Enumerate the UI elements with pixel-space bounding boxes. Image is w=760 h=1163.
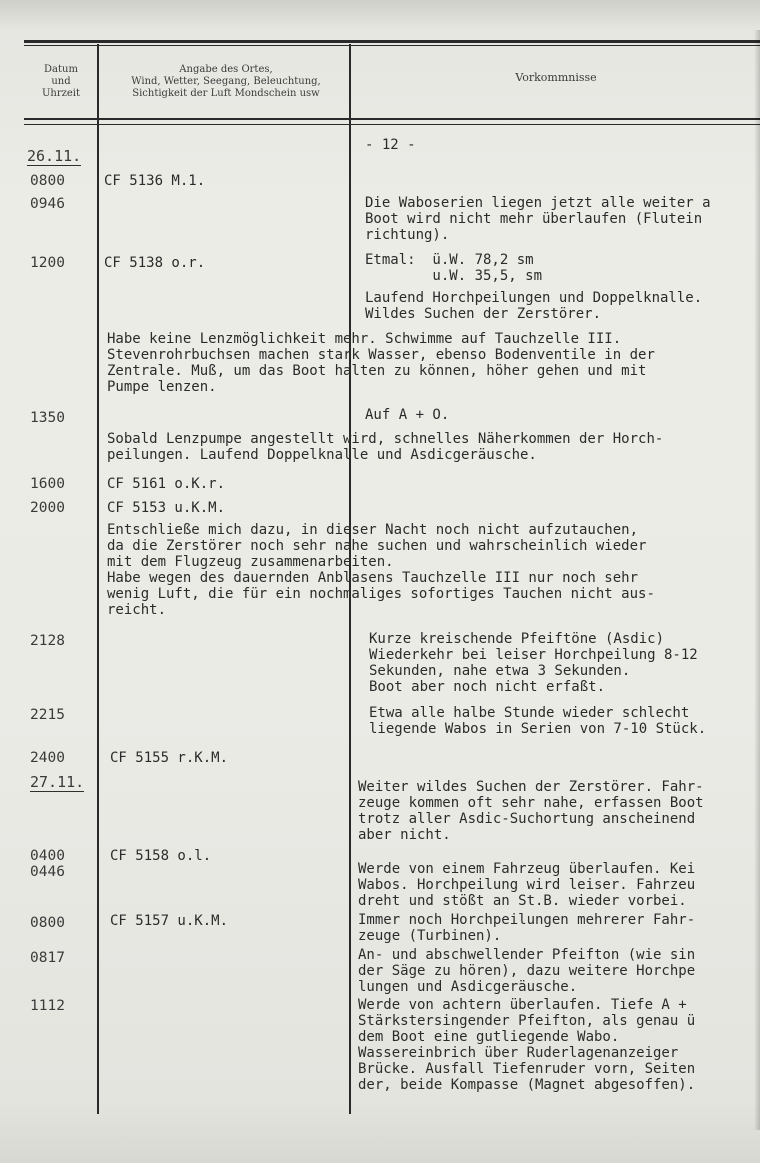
entry-wide-3: Entschließe mich dazu, in dieser Nacht noch nicht aufzutauchen, da die Zerstörer noch sehr nahe suchen und wahrscheinlich wieder mit dem Flugzeug zusammenarbeiten. Habe wegen des dauernden Anblasens Tauchzelle III nur noch sehr wenig Luft, die für ein nochmaliges sofortiges Tauchen nicht aus- reicht. <box>107 522 655 618</box>
header-col2-line3: Sichtigkeit der Luft Mondschein usw <box>132 88 320 99</box>
header-col1-line2: und <box>51 76 71 87</box>
event-1200-b: Laufend Horchpeilungen und Doppelknalle. Wildes Suchen der Zerstörer. <box>365 290 703 322</box>
time-1200: 1200 <box>30 255 65 271</box>
time-0800-b: 0800 <box>30 915 65 931</box>
event-0800-b: Immer noch Horchpeilungen mehrerer Fahr- zeuge (Turbinen). <box>358 912 696 944</box>
header-col2-line1: Angabe des Ortes, <box>179 64 273 75</box>
time-2400: 2400 <box>30 750 65 766</box>
time-0800-a: 0800 <box>30 173 65 189</box>
event-0817: An- und abschwellender Pfeifton (wie sin der Säge zu hören), dazu weitere Horchpe lungen und Asdicgeräusche. <box>358 947 696 995</box>
position-0800-a: CF 5136 M.1. <box>104 173 206 189</box>
header-date-time <box>26 64 96 100</box>
time-1350: 1350 <box>30 410 65 426</box>
position-2400: CF 5155 r.K.M. <box>110 750 229 766</box>
time-2000: 2000 <box>30 500 65 516</box>
time-1600: 1600 <box>30 476 65 492</box>
top-rule <box>24 40 760 43</box>
time-1112: 1112 <box>30 998 65 1014</box>
header-events <box>352 72 760 84</box>
entry-wide-1: Habe keine Lenzmöglichkeit mehr. Schwimme auf Tauchzelle III. Stevenrohrbuchsen machen stark Wasser, ebenso Bodenventile in der Zentrale. Muß, um das Boot halten zu können, höher gehen und mit Pumpe lenzen. <box>107 331 655 395</box>
header-rule-2 <box>24 124 760 125</box>
time-0400: 0400 <box>30 848 65 864</box>
time-0446: 0446 <box>30 864 65 880</box>
position-1600: CF 5161 o.K.r. <box>107 476 226 492</box>
header-rule <box>24 118 760 120</box>
date-26-11: 26.11. <box>27 147 82 165</box>
position-0400: CF 5158 o.l. <box>110 848 212 864</box>
event-1200-etmal: Etmal: ü.W. 78,2 sm u.W. 35,5, sm <box>365 252 543 284</box>
header-col3: Vorkommnisse <box>515 71 597 84</box>
header-col1-line3: Uhrzeit <box>41 88 81 99</box>
time-2215: 2215 <box>30 707 65 723</box>
entry-wide-2: Sobald Lenzpumpe angestellt wird, schnelles Näherkommen der Horch- peilungen. Laufend Doppelknalle und Asdicgeräusche. <box>107 431 664 463</box>
date-27-11: 27.11. <box>30 773 85 791</box>
event-2128: Kurze kreischende Pfeiftöne (Asdic) Wiederkehr bei leiser Horchpeilung 8-12 Sekunden, nahe etwa 3 Sekunden. Boot aber noch nicht erfaßt. <box>369 631 698 695</box>
header-location-weather <box>100 64 352 100</box>
header-col1-line1: Datum <box>44 64 78 75</box>
position-0800-b: CF 5157 u.K.M. <box>110 913 229 929</box>
header-col2-line2: Wind, Wetter, Seegang, Beleuchtung, <box>131 76 321 87</box>
position-1200: CF 5138 o.r. <box>104 255 206 271</box>
position-2000: CF 5153 u.K.M. <box>107 500 226 516</box>
event-0446: Werde von einem Fahrzeug überlaufen. Kei Wabos. Horchpeilung wird leiser. Fahrzeu dreht und stößt an St.B. wieder vorbei. <box>358 861 696 909</box>
top-rule-thin <box>24 45 760 46</box>
time-2128: 2128 <box>30 633 65 649</box>
page-edge-shadow <box>754 30 760 1130</box>
event-2215: Etwa alle halbe Stunde wieder schlecht liegende Wabos in Serien von 7-10 Stück. <box>369 705 707 737</box>
event-0946: Die Waboserien liegen jetzt alle weiter a Boot wird nicht mehr überlaufen (Flutein richtung). <box>365 195 711 243</box>
time-0946: 0946 <box>30 196 65 212</box>
event-1350: Auf A + O. <box>365 407 450 423</box>
page-number: - 12 - <box>365 137 416 153</box>
event-27-11: Weiter wildes Suchen der Zerstörer. Fahr- zeuge kommen oft sehr nahe, erfassen Boot trotz aller Asdic-Suchortung anscheinend aber nicht. <box>358 779 704 843</box>
time-0817: 0817 <box>30 950 65 966</box>
event-1112: Werde von achtern überlaufen. Tiefe A + Stärkstersingender Pfeifton, als genau ü dem Boot eine gutliegende Wabo. Wassereinbrich über Ruderlagenanzeiger Brücke. Ausfall Tiefenruder vorn, Seiten der, beide Kompasse (Magnet abgesoffen). <box>358 997 696 1093</box>
column-line-1 <box>97 44 99 1114</box>
